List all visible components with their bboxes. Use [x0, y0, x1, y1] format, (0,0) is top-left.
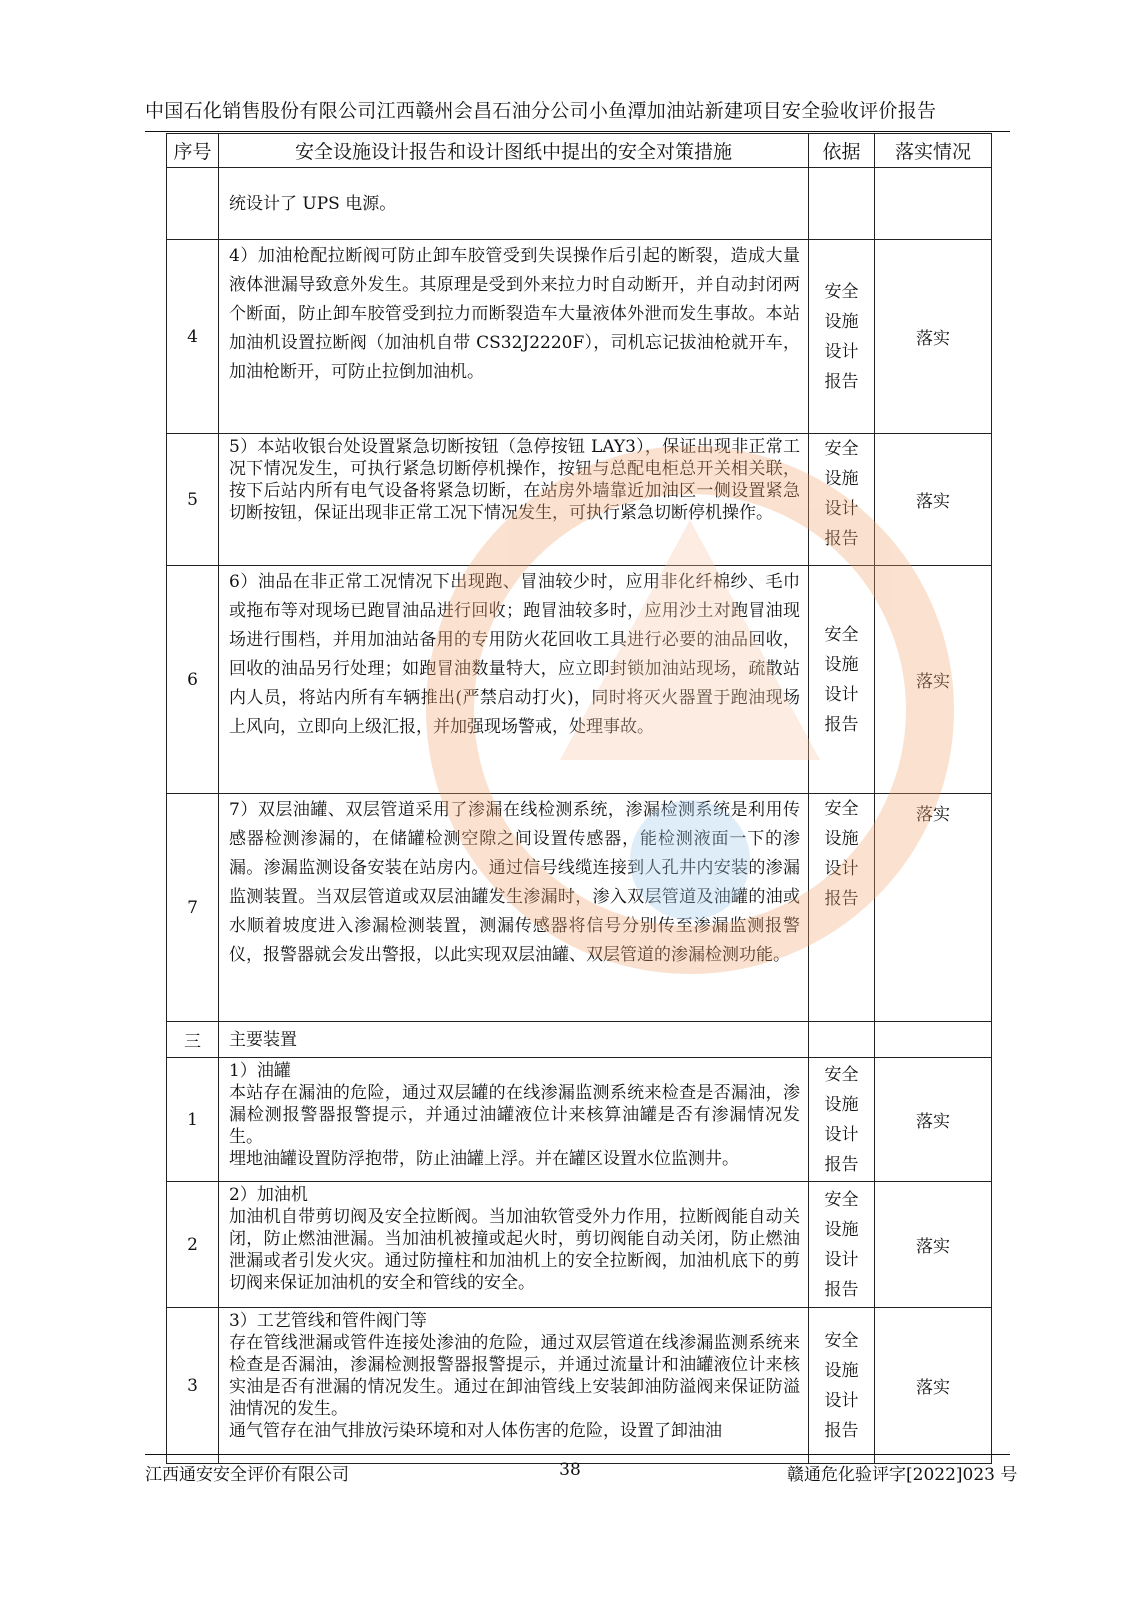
- table-row: [167, 240, 992, 434]
- basis-line: 设施: [824, 1094, 859, 1115]
- basis-line: 报告: [824, 889, 859, 909]
- measure-paragraph: 埋地油罐设置防浮抱带，防止油罐上浮。并在罐区设置水位监测井。: [229, 1149, 739, 1169]
- row-measure: [219, 566, 809, 794]
- row-seq: 1: [167, 1058, 219, 1182]
- row-seq: 4: [167, 240, 219, 434]
- basis-line: 报告: [824, 371, 859, 392]
- measure-paragraph: 加油机自带剪切阀及安全拉断阀。当加油软管受外力作用，拉断阀能自动关闭，防止燃油泄漏。当加油机被撞或起火时，剪切阀能自动关闭，防止燃油泄漏或者引发火灾。通过防撞柱和加油机上的安全拉断阀，加油机底下的剪切阀来保证加油机的安全和管线的安全。: [229, 1207, 800, 1293]
- row-measure: [219, 168, 809, 240]
- row-basis: [809, 1308, 875, 1464]
- page-number: 38: [559, 1460, 581, 1480]
- row-seq: [167, 168, 219, 240]
- table-row: [167, 1308, 992, 1464]
- basis-line: 设施: [824, 1360, 859, 1381]
- row-basis: [809, 1058, 875, 1182]
- measure-paragraph: 4）加油枪配拉断阀可防止卸车胶管受到失误操作后引起的断裂，造成大量液体泄漏导致意外发生。其原理是受到外来拉力时自动断开，并自动封闭两个断面，防止卸车胶管受到拉力而断裂造车大量液体外泄而发生事故。本站加油机设置拉断阀（加油机自带 CS32J2220F），司机忘记拔油枪就开车，加油枪断开，可防止拉倒加油机。: [229, 246, 800, 382]
- basis-line: 报告: [824, 714, 859, 735]
- footer-rule: [145, 1454, 1010, 1455]
- table-header-row: [167, 134, 992, 168]
- row-basis: [809, 1182, 875, 1308]
- basis-line: 报告: [824, 1154, 859, 1175]
- basis-line: 报告: [824, 529, 859, 549]
- measure-paragraph: 6）油品在非正常工况情况下出现跑、冒油较少时，应用非化纤棉纱、毛巾或拖布等对现场已跑冒油品进行回收；跑冒油较多时，应用沙土对跑冒油现场进行围档，并用加油站备用的专用防火花回收工具进行必要的油品回收，回收的油品另行处理；如跑冒油数量特大，应立即封锁加油站现场，疏散站内人员，将站内所有车辆推出(严禁启动打火)，同时将灭火器置于跑油现场上风向，立即向上级汇报，并加强现场警戒，处理事故。: [229, 572, 800, 737]
- row-measure: [219, 1058, 809, 1182]
- basis-line: 安全: [824, 1330, 859, 1351]
- row-basis: [809, 168, 875, 240]
- basis-line: 安全: [824, 281, 859, 302]
- table-row: [167, 1058, 992, 1182]
- row-status: 落实: [875, 566, 992, 794]
- row-seq: 6: [167, 566, 219, 794]
- row-seq: 3: [167, 1308, 219, 1464]
- row-seq: 7: [167, 794, 219, 1022]
- basis-line: 设计: [824, 341, 859, 362]
- table-row: [167, 794, 992, 1022]
- table-row: [167, 168, 992, 240]
- row-basis: [809, 434, 875, 566]
- row-status: 落实: [875, 794, 992, 1022]
- basis-line: 安全: [824, 439, 859, 459]
- row-seq: 5: [167, 434, 219, 566]
- basis-line: 报告: [824, 1279, 859, 1300]
- row-seq: 三: [167, 1022, 219, 1058]
- footer-doc-number: 赣通危化验评字[2022]023 号: [787, 1465, 1018, 1485]
- basis-line: 设施: [824, 1219, 859, 1240]
- measure-paragraph: 通气管存在油气排放污染环境和对人体伤害的危险，设置了卸油油: [229, 1421, 722, 1441]
- column-header-seq: 序号: [167, 134, 219, 168]
- basis-line: 安全: [824, 1189, 859, 1210]
- basis-line: 设施: [824, 829, 859, 849]
- basis-line: 报告: [824, 1420, 859, 1441]
- column-header-measure: 安全设施设计报告和设计图纸中提出的安全对策措施: [219, 134, 809, 168]
- row-basis: [809, 794, 875, 1022]
- basis-line: 安全: [824, 799, 859, 819]
- column-header-basis: 依据: [809, 134, 875, 168]
- row-status: [875, 168, 992, 240]
- basis-line: 设施: [824, 469, 859, 489]
- row-measure: [219, 1308, 809, 1464]
- basis-line: 设计: [824, 859, 859, 879]
- header-rule: [145, 131, 1010, 132]
- row-measure: [219, 434, 809, 566]
- basis-line: 安全: [824, 624, 859, 645]
- measure-paragraph: 7）双层油罐、双层管道采用了渗漏在线检测系统，渗漏检测系统是利用传感器检测渗漏的，在储罐检测空隙之间设置传感器，能检测液面一下的渗漏。渗漏监测设备安装在站房内。通过信号线缆连接到人孔井内安装的渗漏监测装置。当双层管道或双层油罐发生渗漏时，渗入双层管道及油罐的油或水顺着坡度进入渗漏检测装置，测漏传感器将信号分别传至渗漏监测报警仪，报警器就会发出警报，以此实现双层油罐、双层管道的渗漏检测功能。: [229, 800, 800, 965]
- row-status: 落实: [875, 240, 992, 434]
- measure-paragraph: 3）工艺管线和管件阀门等: [229, 1311, 427, 1331]
- basis-line: 设施: [824, 311, 859, 332]
- row-measure: [219, 1022, 809, 1058]
- table-row: [167, 1022, 992, 1058]
- basis-line: 设计: [824, 1249, 859, 1270]
- measure-paragraph: 2）加油机: [229, 1185, 308, 1205]
- table-row: [167, 1182, 992, 1308]
- basis-line: 设计: [824, 1124, 859, 1145]
- row-measure: [219, 1182, 809, 1308]
- measures-table: [166, 133, 992, 1464]
- table-row: [167, 434, 992, 566]
- footer-company: 江西通安安全评价有限公司: [145, 1465, 349, 1485]
- basis-line: 安全: [824, 1064, 859, 1085]
- measure-paragraph: 主要装置: [229, 1030, 297, 1050]
- basis-line: 设施: [824, 654, 859, 675]
- row-status: 落实: [875, 434, 992, 566]
- row-basis: [809, 1022, 875, 1058]
- basis-line: 设计: [824, 499, 859, 519]
- basis-line: 设计: [824, 1390, 859, 1411]
- measure-paragraph: 统设计了 UPS 电源。: [229, 194, 397, 214]
- table-row: [167, 566, 992, 794]
- column-header-status: 落实情况: [875, 134, 992, 168]
- measure-paragraph: 5）本站收银台处设置紧急切断按钮（急停按钮 LAY3），保证出现非正常工况下情况发生，可执行紧急切断停机操作，按钮与总配电柜总开关相关联，按下后站内所有电气设备将紧急切断，在站房外墙靠近加油区一侧设置紧急切断按钮，保证出现非正常工况下情况发生，可执行紧急切断停机操作。: [229, 437, 800, 523]
- row-status: 落实: [875, 1058, 992, 1182]
- row-status: 落实: [875, 1308, 992, 1464]
- measure-paragraph: 本站存在漏油的危险，通过双层罐的在线渗漏监测系统来检查是否漏油，渗漏检测报警器报警提示，并通过油罐液位计来核算油罐是否有渗漏情况发生。: [229, 1083, 800, 1147]
- page-header: 中国石化销售股份有限公司江西赣州会昌石油分公司小鱼潭加油站新建项目安全验收评价报告: [145, 100, 937, 122]
- row-status: 落实: [875, 1182, 992, 1308]
- basis-line: 设计: [824, 684, 859, 705]
- row-basis: [809, 240, 875, 434]
- measure-paragraph: 存在管线泄漏或管件连接处渗油的危险，通过双层管道在线渗漏监测系统来检查是否漏油，渗漏检测报警器报警提示，并通过流量计和油罐液位计来核实油是否有泄漏的情况发生。通过在卸油管线上安装卸油防溢阀来保证防溢油情况的发生。: [229, 1333, 800, 1419]
- row-measure: [219, 794, 809, 1022]
- row-measure: [219, 240, 809, 434]
- row-status: [875, 1022, 992, 1058]
- row-basis: [809, 566, 875, 794]
- row-seq: 2: [167, 1182, 219, 1308]
- measure-paragraph: 1）油罐: [229, 1061, 291, 1081]
